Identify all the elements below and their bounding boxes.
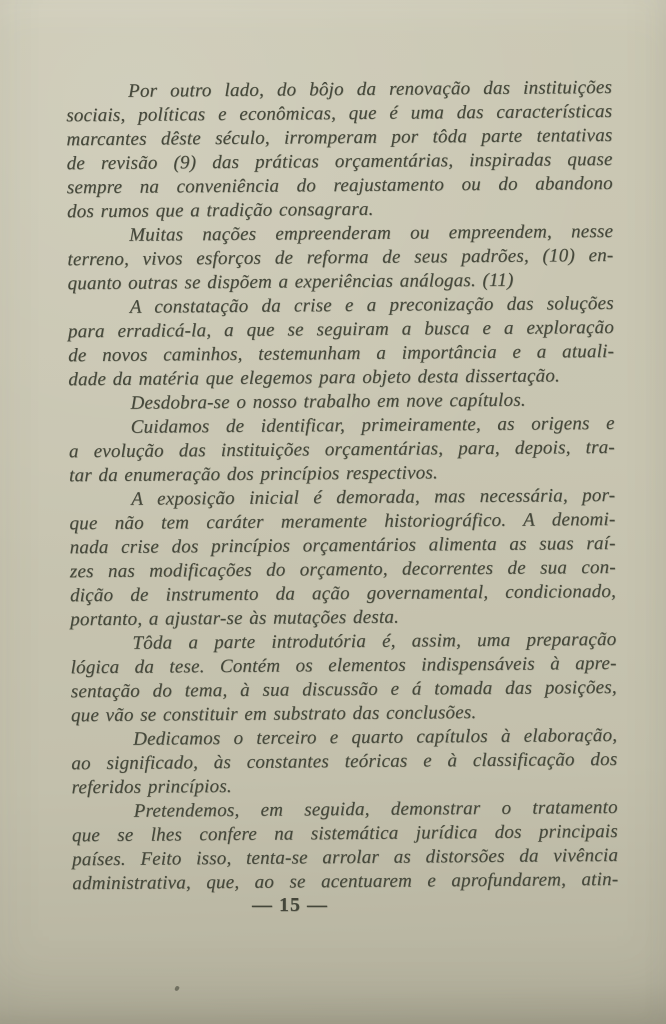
text-line: sentação do tema, à sua discussão e á tomada das posições,: [70, 676, 617, 703]
paragraph: [69, 484, 616, 632]
page-number: — 15 —: [252, 894, 328, 916]
text-line: administrativa, que, ao se acentuarem e aprofundarem, atin-: [72, 868, 619, 895]
text-line: sociais, políticas e econômicas, que é uma das características: [66, 100, 613, 127]
text-line: sempre na conveniência do reajustamento ou do abandono: [66, 172, 613, 199]
text-line: A exposição inicial é demorada, mas necessária, por-: [131, 484, 616, 510]
text-line: portanto, a ajustar-se às mutações desta.: [70, 606, 400, 631]
text-line: de novos caminhos, testemunham a importância e a atuali-: [68, 340, 615, 367]
ink-speck: [174, 985, 180, 991]
text-line: lógica da tese. Contém os elementos indispensáveis à apre-: [70, 652, 617, 679]
text-line: zes nas modificações do orçamento, decorrentes de sua con-: [69, 556, 616, 583]
text-line: a evolução das instituições orçamentárias, para, depois, tra-: [68, 436, 616, 463]
text-line: quanto outras se dispõem a experiências análogas. (11): [67, 269, 514, 295]
text-line: nada crise dos princípios orçamentários alimenta as suas raí-: [69, 532, 616, 559]
paragraph: [72, 796, 619, 896]
paragraph: [70, 628, 617, 728]
paragraph: [68, 292, 615, 392]
text-line: Desdobra-se o nosso trabalho em nove capítulos.: [130, 389, 526, 414]
text-line: referidos princípios.: [71, 776, 232, 799]
text-line: dição de instrumento da ação governamental, condicionado,: [69, 580, 617, 607]
text-line: que vão se constituir em substrato das conclusões.: [70, 702, 477, 727]
text-line: países. Feito isso, tenta-se arrolar as distorsões da vivência: [72, 844, 619, 871]
text-line: marcantes dêste século, irromperam por tôda parte tentativas: [66, 124, 613, 151]
paragraph: [71, 724, 618, 800]
text-line: para erradicá-la, a que se seguiram a busca e a exploração: [67, 316, 615, 343]
paragraph: [67, 220, 614, 296]
text-line: de revisão (9) das práticas orçamentárias, inspiradas quase: [66, 148, 613, 175]
text-block: [66, 76, 618, 896]
text-line: Muitas nações empreenderam ou empreendem, nesse: [129, 220, 614, 246]
text-line: dos rumos que a tradição consagrara.: [66, 198, 374, 223]
text-line: que não tem caráter meramente historiográfico. A denomi-: [69, 508, 616, 535]
paragraph: [66, 76, 613, 224]
paragraph: [69, 412, 616, 488]
text-line: Pretendemos, em seguida, demonstrar o tratamento: [133, 796, 618, 822]
text-line: Dedicamos o terceiro e quarto capítulos à elaboração,: [133, 724, 618, 750]
text-line: Por outro lado, do bôjo da renovação das instituições: [128, 76, 613, 102]
text-line: Tôda a parte introdutória é, assim, uma preparação: [132, 628, 617, 654]
text-line: dade da matéria que elegemos para objeto desta dissertação.: [68, 365, 561, 391]
text-line: terreno, vivos esforços de reforma de seus padrões, (10) en-: [67, 244, 614, 271]
text-line: tar da enumeração dos princípios respectivos.: [69, 462, 439, 487]
text-line: A constatação da crise e a preconização das soluções: [129, 292, 614, 318]
text-line: ao significado, às constantes teóricas e à classificação dos: [71, 748, 618, 775]
text-line: Cuidamos de identificar, primeiramente, as origens e: [130, 412, 615, 438]
text-line: que se lhes confere na sistemática jurídica dos principais: [71, 820, 619, 847]
